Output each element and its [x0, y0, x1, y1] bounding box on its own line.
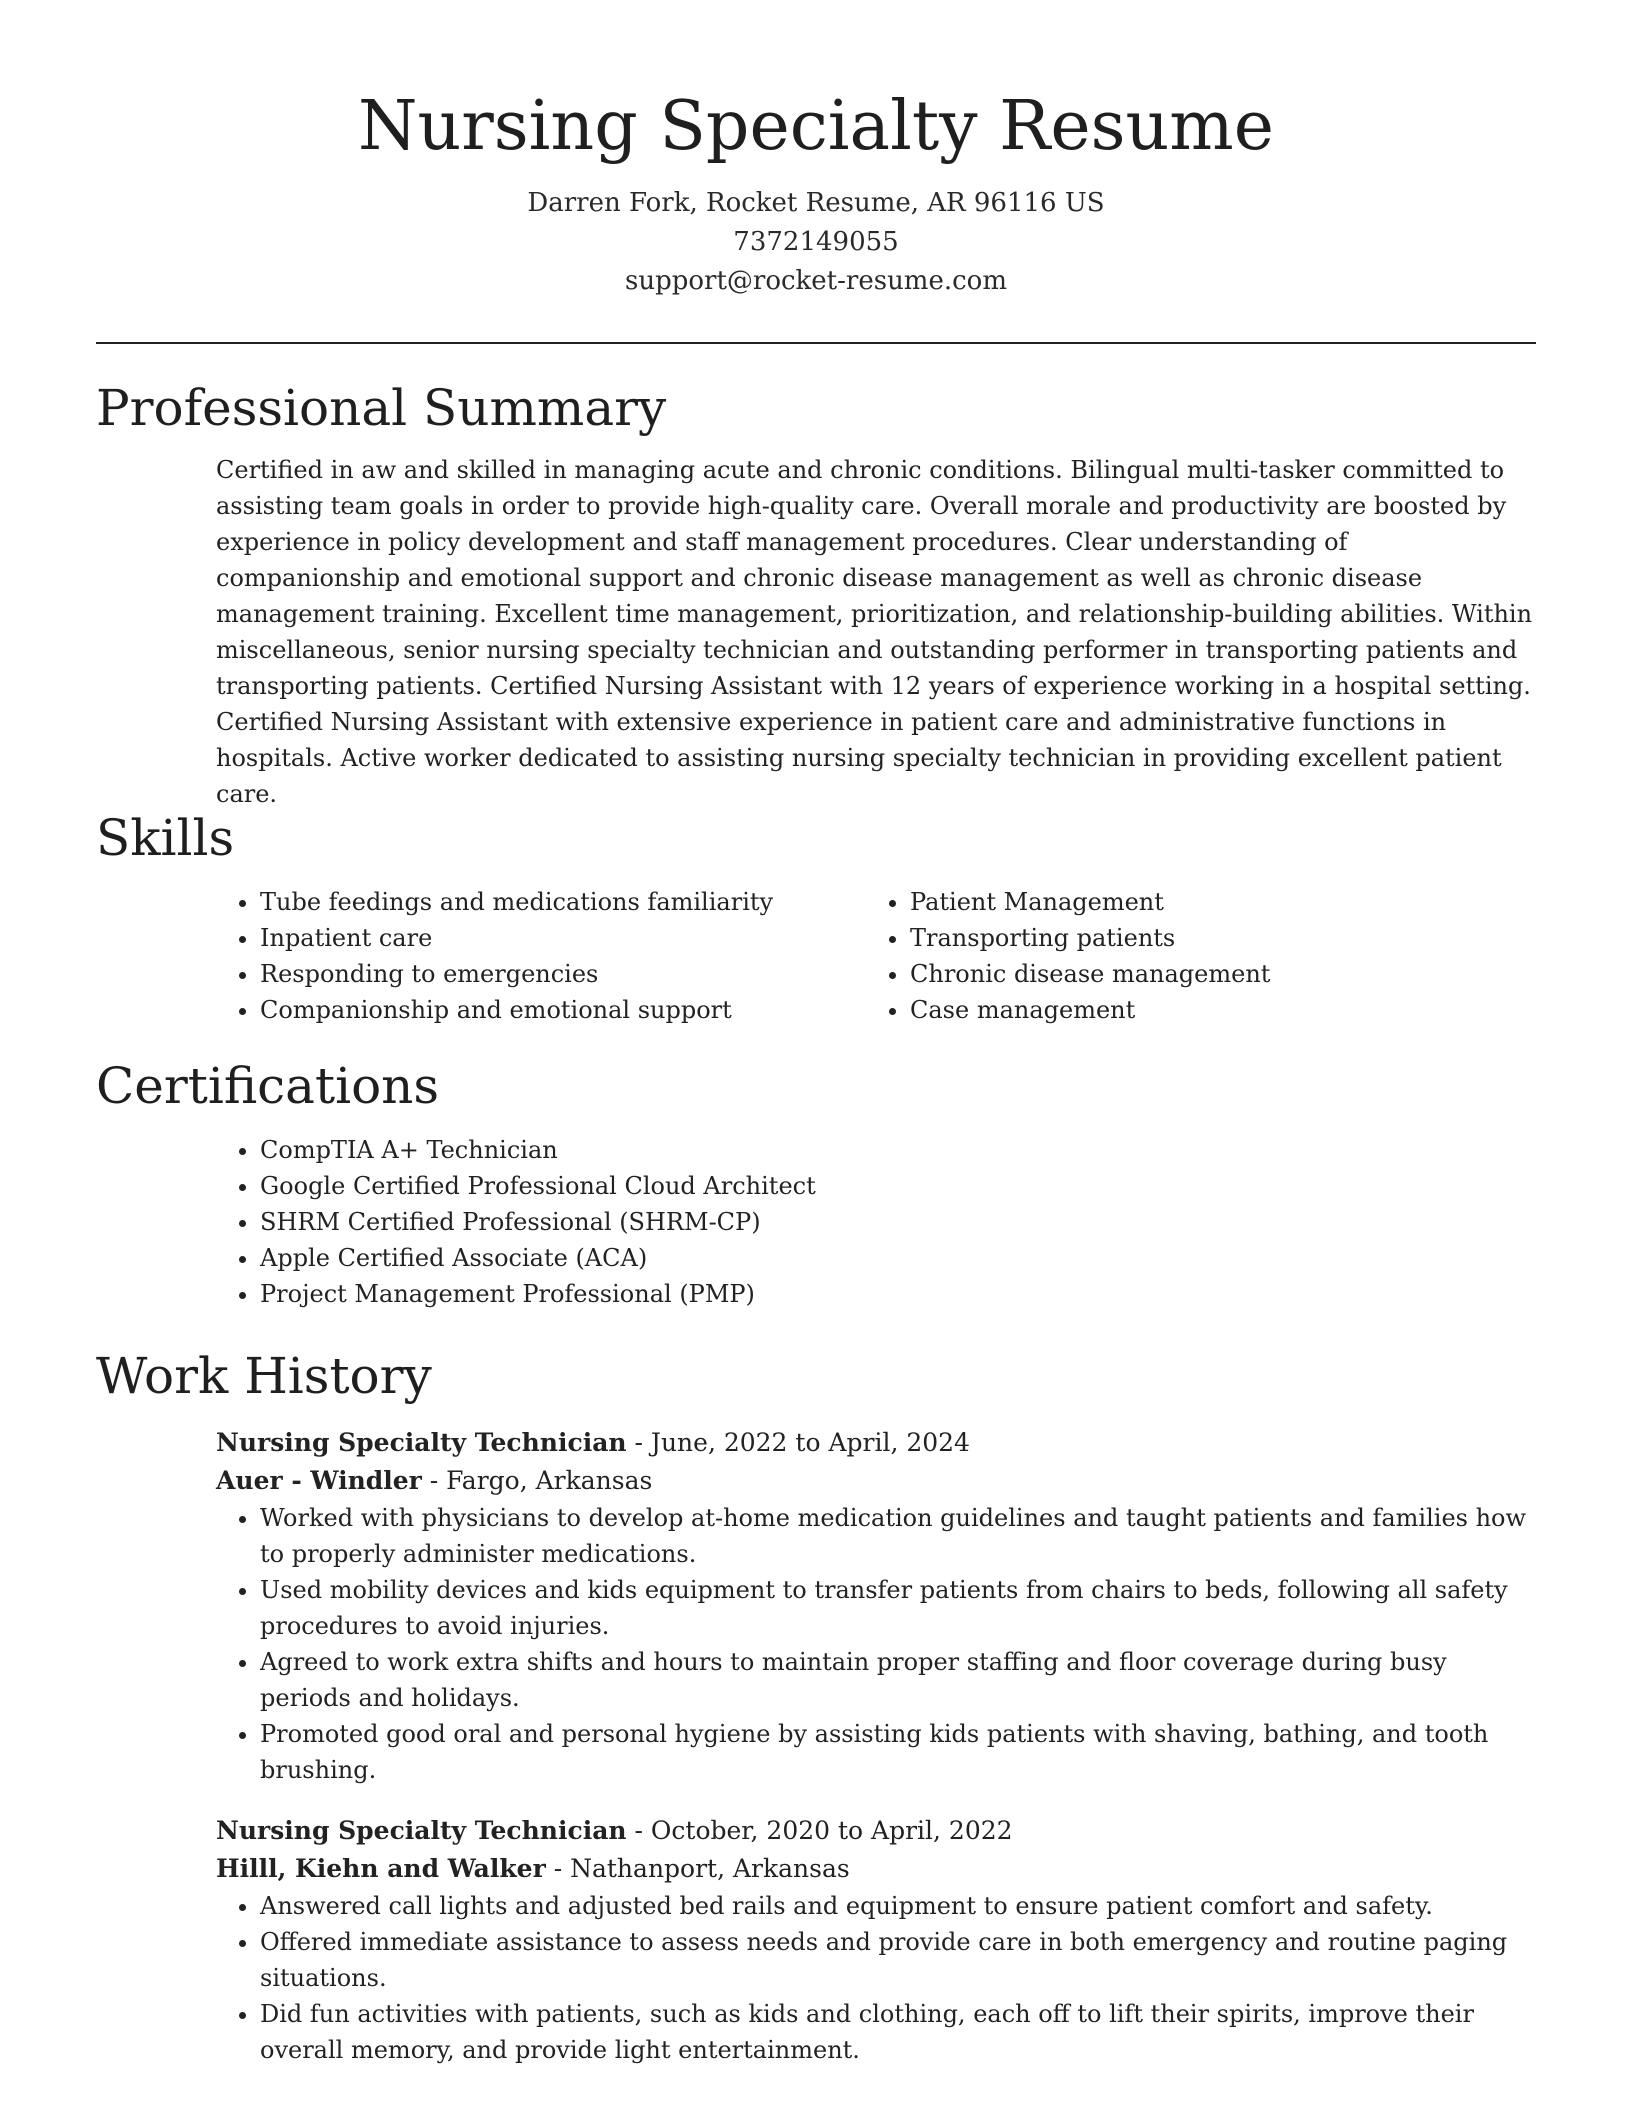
skill-item: • Chronic disease management: [910, 956, 1516, 992]
job-title-line: [216, 1812, 1536, 1850]
job-duty-item: • Used mobility devices and kids equipment to transfer patients from chairs to beds, following all safety procedures to avoid injuries.: [260, 1572, 1536, 1644]
job-location: - Nathanport, Arkansas: [545, 1854, 850, 1883]
skill-item: • Transporting patients: [910, 920, 1516, 956]
certifications-list: [216, 1132, 1536, 1312]
job-duty-item: • Offered immediate assistance to assess needs and provide care in both emergency and routine paging situations.: [260, 1924, 1536, 1996]
job-title-line: [216, 1424, 1536, 1462]
contact-block: [0, 184, 1632, 301]
job-company-line: [216, 1462, 1536, 1500]
job-duty-item: • Promoted good oral and personal hygiene by assisting kids patients with shaving, bathing, and tooth brushing.: [260, 1716, 1536, 1788]
job-duties-list: [216, 1500, 1536, 1788]
job-company: Hilll, Kiehn and Walker: [216, 1854, 546, 1883]
skill-item: • Companionship and emotional support: [260, 992, 866, 1028]
page-title: Nursing Specialty Resume: [357, 87, 1275, 166]
certifications-heading: Certifications: [96, 1057, 440, 1115]
summary-heading: Professional Summary: [96, 379, 667, 437]
job-location: - Fargo, Arkansas: [421, 1466, 653, 1495]
skills-columns: [216, 884, 1536, 1028]
job-duty-item: • Agreed to work extra shifts and hours to maintain proper staffing and floor coverage during busy periods and holidays.: [260, 1644, 1536, 1716]
skill-item: • Case management: [910, 992, 1516, 1028]
certifications-section: [96, 1056, 1536, 1312]
work-history-heading: Work History: [96, 1347, 432, 1405]
certification-item: • SHRM Certified Professional (SHRM-CP): [260, 1204, 1536, 1240]
skill-item: • Inpatient care: [260, 920, 866, 956]
certification-item: • Apple Certified Associate (ACA): [260, 1240, 1536, 1276]
summary-text: Certified in aw and skilled in managing acute and chronic conditions. Bilingual multi-tasker committed to assisting team goals in order to provide high-quality care. Overall morale and productivity are boosted by experience in policy development and staff management procedures. Clear understanding of companionship and emotional support and chronic disease management as well as chronic disease management training. Excellent time management, prioritization, and relationship-building abilities. Within miscellaneous, senior nursing specialty technician and outstanding performer in transporting patients and transporting patients. Certified Nursing Assistant with 12 years of experience working in a hospital setting. Certified Nursing Assistant with extensive experience in patient care and administrative functions in hospitals. Active worker dedicated to assisting nursing specialty technician in providing excellent patient care.: [216, 456, 1533, 808]
resume-header: [0, 0, 1632, 301]
job-title: Nursing Specialty Technician: [216, 1428, 627, 1457]
header-divider: [96, 342, 1536, 344]
skills-heading: Skills: [96, 809, 235, 867]
contact-phone: 7372149055: [733, 227, 899, 257]
job-duties-list: [216, 1888, 1536, 2068]
job-company: Auer - Windler: [216, 1466, 422, 1495]
work-history-section: [96, 1346, 1536, 2068]
skills-list-left: [216, 884, 866, 1028]
skills-list-right: [866, 884, 1516, 1028]
job-company-line: [216, 1850, 1536, 1888]
skill-item: • Responding to emergencies: [260, 956, 866, 992]
certification-item: • Google Certified Professional Cloud Architect: [260, 1168, 1536, 1204]
job-entry: [216, 1424, 1536, 1788]
certification-item: • Project Management Professional (PMP): [260, 1276, 1536, 1312]
job-duty-item: • Worked with physicians to develop at-home medication guidelines and taught patients and families how to properly administer medications.: [260, 1500, 1536, 1572]
skill-item: • Tube feedings and medications familiarity: [260, 884, 866, 920]
job-duty-item: • Answered call lights and adjusted bed rails and equipment to ensure patient comfort and safety.: [260, 1888, 1536, 1924]
job-dates: - October, 2020 to April, 2022: [626, 1816, 1013, 1845]
job-dates: - June, 2022 to April, 2024: [626, 1428, 970, 1457]
skills-section: [96, 808, 1536, 1028]
job-entry: [216, 1812, 1536, 2068]
job-title: Nursing Specialty Technician: [216, 1816, 627, 1845]
skill-item: • Patient Management: [910, 884, 1516, 920]
job-duty-item: • Did fun activities with patients, such as kids and clothing, each off to lift their spirits, improve their overall memory, and provide light entertainment.: [260, 1996, 1536, 2068]
contact-email: support@rocket-resume.com: [624, 266, 1007, 296]
certification-item: • CompTIA A+ Technician: [260, 1132, 1536, 1168]
summary-section: [96, 378, 1536, 812]
contact-address: Darren Fork, Rocket Resume, AR 96116 US: [527, 188, 1105, 218]
